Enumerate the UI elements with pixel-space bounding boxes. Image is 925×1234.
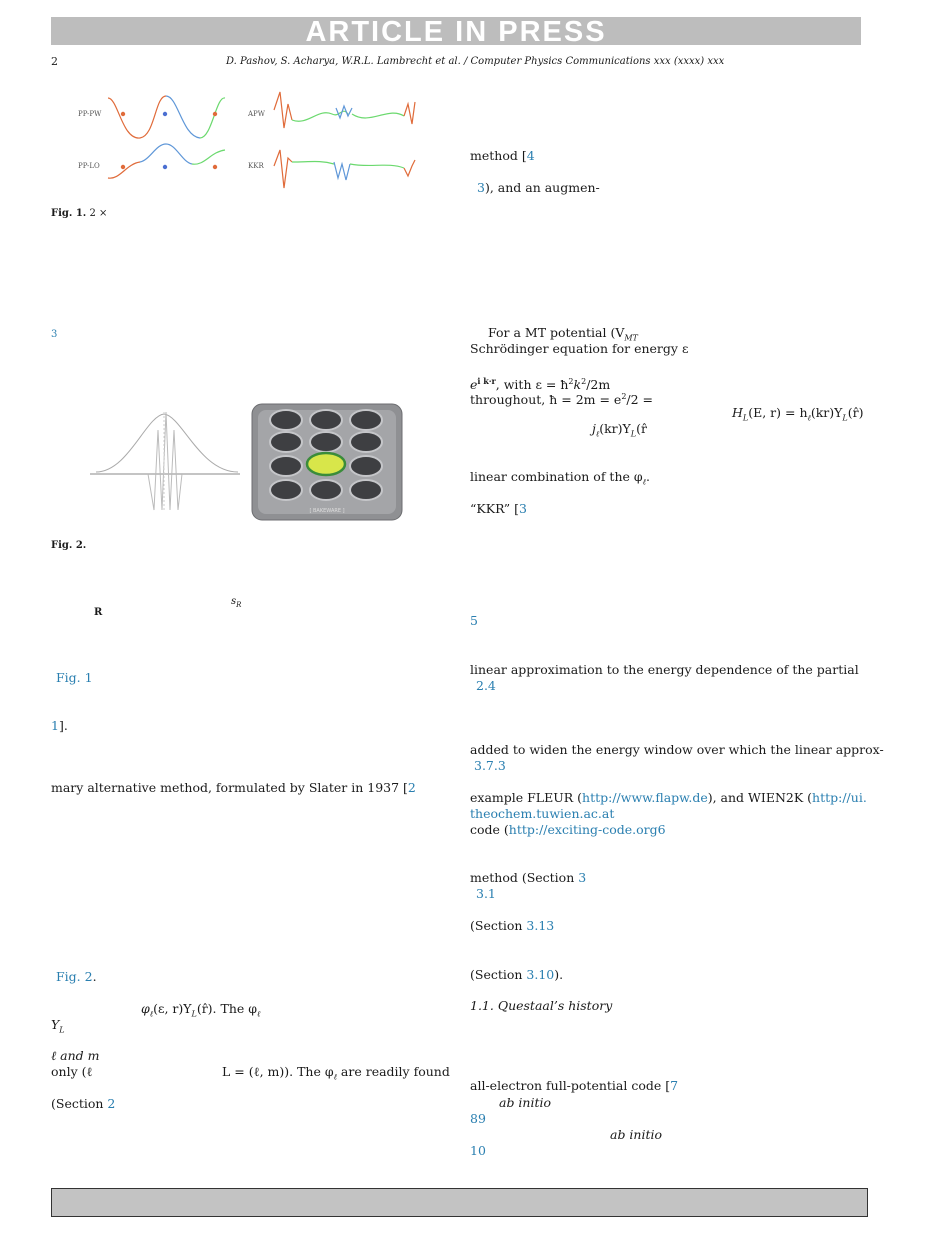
- ab-initio-2: ab initio: [610, 1127, 663, 1142]
- ref-1-tail: ].: [58, 718, 68, 733]
- fig2-pan-label: [ BAKEWARE ]: [309, 508, 345, 514]
- section-2-link[interactable]: 2: [107, 1096, 116, 1111]
- ref-3c-link[interactable]: 3: [519, 501, 527, 516]
- augmen-line: [477, 180, 600, 196]
- ref-1-line: [51, 718, 68, 734]
- only-text: only (ℓ: [51, 1064, 93, 1079]
- l-eq-tail: are readily found: [336, 1064, 450, 1079]
- phi-tail: (r̂). The φ: [196, 1001, 258, 1016]
- bold-r-vector: R: [94, 607, 103, 618]
- method-section-3-line: [470, 870, 586, 886]
- exciting-line: [470, 822, 666, 838]
- s-r-symbol: [231, 594, 241, 613]
- hl-equation: $H_L(E$, $r) = h_\ell(kr)Y_L(r̂)$: [732, 405, 864, 423]
- kkr-text: “KKR” [: [470, 501, 520, 516]
- jl-tail: (r̂: [636, 421, 647, 436]
- ref-3b-link[interactable]: 3: [477, 180, 485, 195]
- ref-5-link[interactable]: 5: [470, 613, 478, 628]
- hl-eq-mid: (E, r) = h: [748, 405, 808, 420]
- e-symbol: e: [470, 377, 478, 393]
- method-section-text: method (Section: [470, 870, 579, 885]
- throughout-line: throughout, ħ = $2m = e^2/2$ =: [470, 392, 654, 408]
- with-tail: /2m: [586, 377, 611, 393]
- section-3-link[interactable]: 3: [578, 870, 587, 885]
- section-2-4-link[interactable]: 2.4: [476, 678, 496, 693]
- mt-text: For a MT potential (V: [488, 325, 625, 340]
- wien-url-link-1[interactable]: http://ui.: [812, 790, 867, 805]
- figure-1: [70, 80, 430, 200]
- section-3-10-link[interactable]: 3.10: [526, 967, 555, 982]
- ref-7-link[interactable]: 7: [670, 1078, 679, 1093]
- ref-10-link[interactable]: 10: [470, 1143, 486, 1158]
- slater-line: [51, 780, 416, 796]
- j-symbol: j: [592, 421, 596, 436]
- method-4-line: [470, 148, 535, 164]
- fleur-url-link[interactable]: http://www.flapw.de: [582, 790, 708, 805]
- fig2-caption-label: Fig. 2.: [51, 540, 87, 551]
- section-2-line: [51, 1096, 115, 1112]
- section-3-10-line: [470, 967, 563, 983]
- ref-4-link[interactable]: 4: [526, 148, 535, 163]
- fleur-mid: ), and WIEN2K (: [707, 790, 813, 805]
- h-symbol: H: [732, 405, 743, 420]
- subsection-heading: 1.1. Questaal’s history: [470, 998, 613, 1013]
- wien-url-link-2[interactable]: theochem.tuwien.ac.at: [470, 806, 615, 821]
- fig1-label-pp-pw: PP-PW: [78, 110, 102, 118]
- plane-wave-line: $e^{i k\cdot r}$, with $\varepsilon = ħ^2k^2/2m$: [470, 376, 611, 393]
- hl-eq-tail: (r̂): [847, 405, 864, 420]
- jl-expression: $j_\ell(kr)Y_L(r̂$: [592, 421, 647, 439]
- s-r-base: s: [231, 596, 237, 607]
- schrodinger-line: Schrödinger equation for energy ε: [470, 341, 689, 356]
- ref-8-9-link[interactable]: 89: [470, 1111, 486, 1126]
- hl-eq-mid2: (kr)Y: [810, 405, 843, 420]
- eikr-sup: i k·r: [477, 376, 496, 386]
- fig1-label-apw: APW: [248, 110, 265, 118]
- section-3-7-3-link[interactable]: 3.7.3: [474, 758, 506, 773]
- throughout-tail: /2 =: [626, 392, 654, 408]
- ab-initio-1: ab initio: [499, 1095, 552, 1110]
- s-r-sub: R: [236, 601, 242, 609]
- figure-1-caption: [51, 208, 107, 219]
- section-310-tail: ).: [554, 967, 564, 982]
- l-and-m: ℓ and m: [51, 1048, 100, 1063]
- added-line: added to widen the energy window over which the linear approx-: [470, 742, 884, 757]
- all-electron-line: [470, 1078, 678, 1094]
- phi-symbol: φ: [141, 1001, 150, 1016]
- figure-2-illustration: [88, 400, 408, 525]
- figure-2: [88, 400, 408, 525]
- section-310-pre: (Section: [470, 967, 527, 982]
- l-definition: L = (ℓ, m)). The $\varphi_\ell$ are readily found: [222, 1064, 450, 1082]
- ref-2-link[interactable]: 2: [407, 780, 416, 795]
- ref-3-link[interactable]: 3: [51, 329, 58, 340]
- l-eq-text: L = (ℓ, m)). The φ: [222, 1064, 334, 1079]
- section-313-pre: (Section: [470, 918, 527, 933]
- article-in-press-banner: ARTICLE IN PRESS: [51, 17, 861, 45]
- k-symbol: k: [573, 377, 582, 393]
- fig-2-ref-line: [56, 969, 97, 985]
- fig-2-link[interactable]: Fig. 2: [56, 969, 93, 984]
- section-3-13-line: [470, 918, 554, 934]
- mt-sub: MT: [624, 333, 638, 343]
- slater-text: mary alternative method, formulated by Slater in 1937 [: [51, 780, 408, 795]
- phi-args: (ε, r)Y: [153, 1001, 192, 1016]
- footer-citation-box: [51, 1188, 868, 1217]
- y-l-symbol: $Y_L$: [51, 1017, 65, 1035]
- fig1-caption-label: Fig. 1.: [51, 208, 87, 219]
- throughout-text: throughout, ħ = 2m = e: [470, 392, 622, 408]
- kkr-line: [470, 501, 527, 517]
- page-number: 2: [51, 55, 58, 68]
- code-pre: code (: [470, 822, 509, 837]
- running-head: D. Pashov, S. Acharya, W.R.L. Lambrecht et al. / Computer Physics Communications xxx (xxxx) xxx: [226, 56, 725, 67]
- phi-expression: $\varphi_\ell(\varepsilon$, $r)Y_L(r̂)$. The $\varphi_\ell$: [141, 1001, 261, 1019]
- all-electron-text: all-electron full-potential code [: [470, 1078, 671, 1093]
- fleur-pre: example FLEUR (: [470, 790, 583, 805]
- fig-2-ref-tail: .: [92, 969, 97, 984]
- jl-mid: (kr)Y: [599, 421, 631, 436]
- fig1-label-pp-lo: PP-LO: [78, 162, 100, 170]
- fig1-label-kkr: KKR: [248, 162, 264, 170]
- figure-1-plot: [70, 80, 430, 200]
- method-text: method [: [470, 148, 527, 163]
- exciting-url-link[interactable]: http://exciting-code.org6: [508, 822, 666, 837]
- section-3-13-link[interactable]: 3.13: [526, 918, 555, 933]
- section-3-1-link[interactable]: 3.1: [476, 886, 496, 901]
- augmen-text: ), and an augmen-: [484, 180, 600, 195]
- y-symbol: Y: [51, 1017, 60, 1032]
- with-text: , with ε = ħ: [495, 377, 569, 393]
- section-2-text: (Section: [51, 1096, 108, 1111]
- fleur-line: [470, 790, 867, 806]
- linear-comb-text: linear combination of the φ: [470, 469, 643, 484]
- ref-1-link[interactable]: 1: [51, 718, 59, 733]
- linear-approx-line: linear approximation to the energy dependence of the partial: [470, 662, 859, 677]
- fig-1-link[interactable]: Fig. 1: [56, 670, 93, 685]
- fig1-caption-text: 2 ×: [89, 208, 108, 219]
- linear-combination-line: linear combination of the $\varphi_\ell$.: [470, 469, 650, 487]
- figure-2-caption: [51, 540, 86, 551]
- linear-comb-tail: .: [645, 469, 650, 484]
